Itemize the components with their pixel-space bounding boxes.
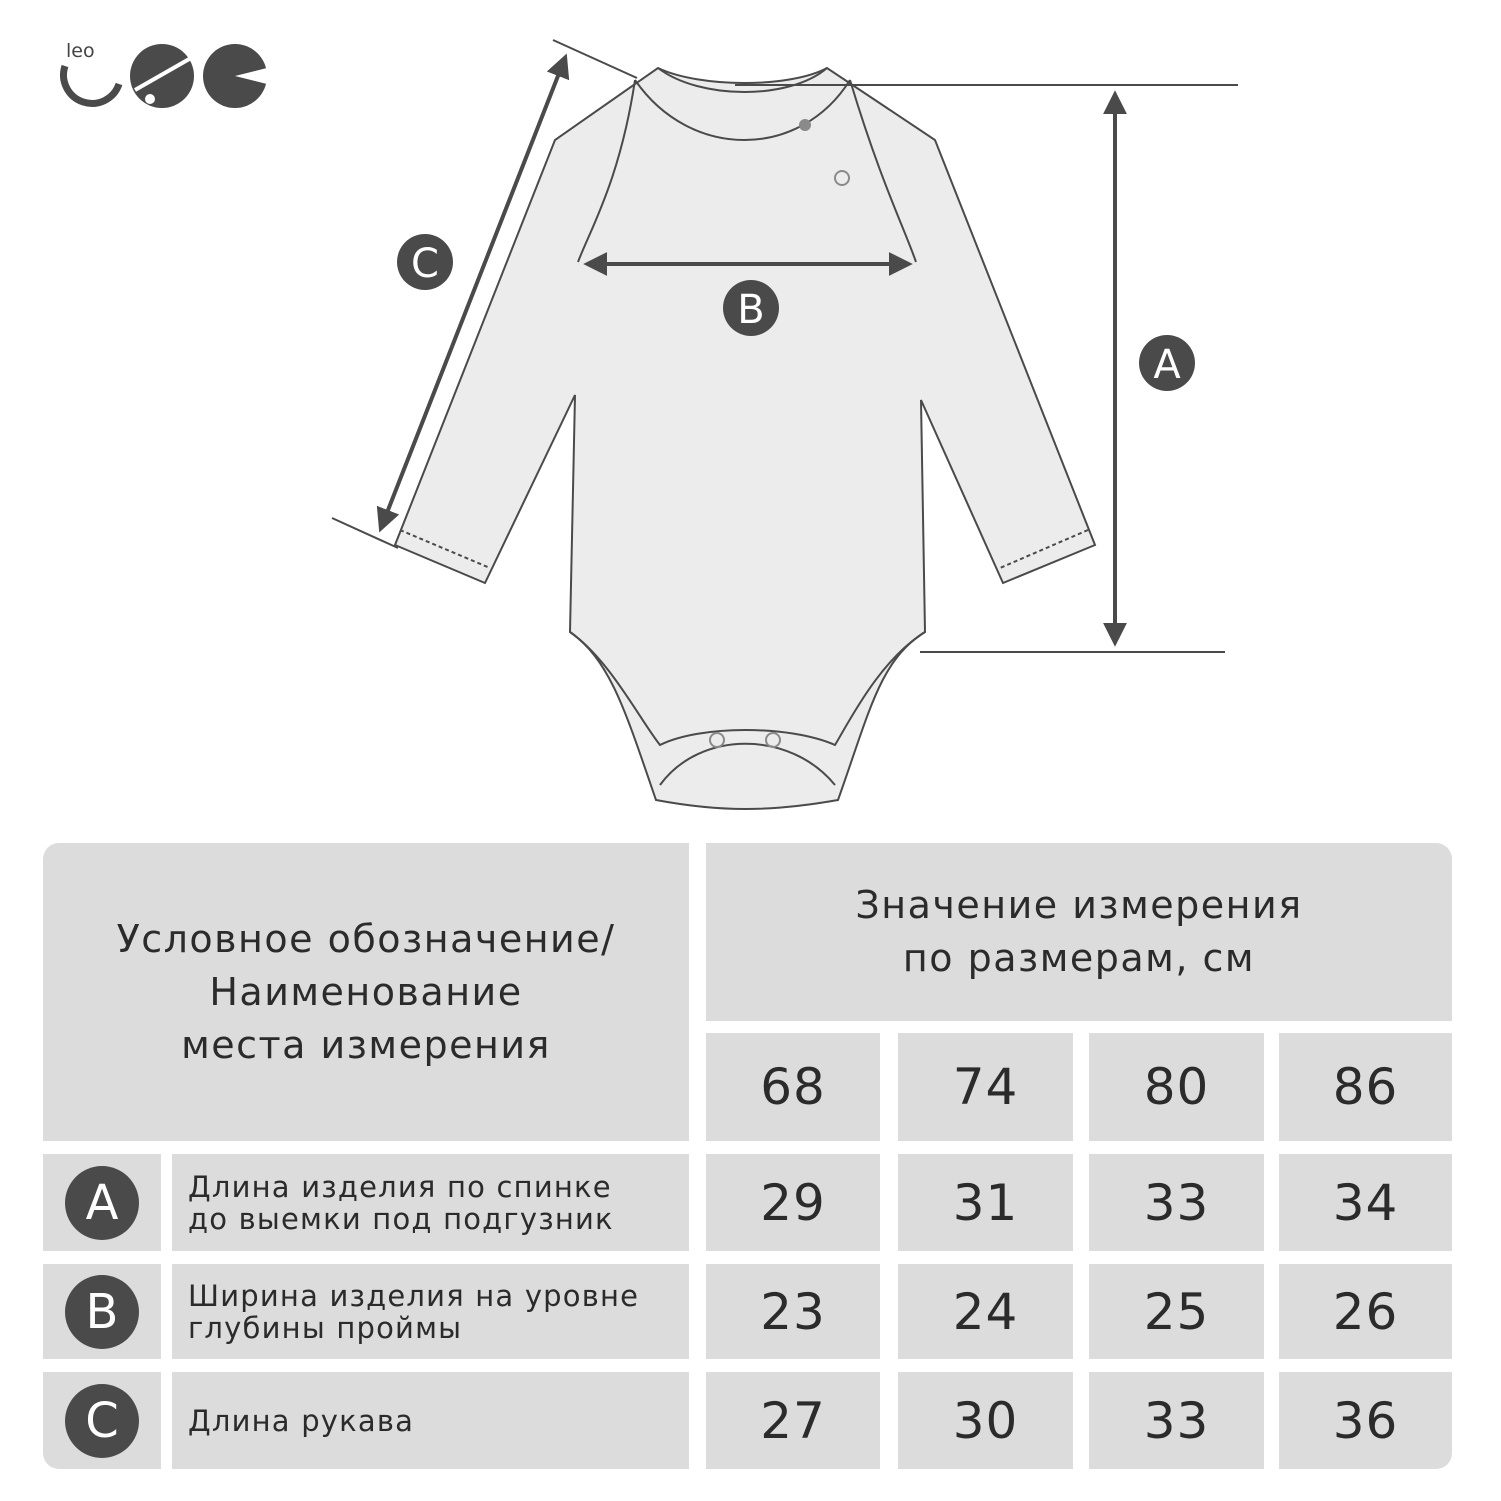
badge-b — [723, 280, 779, 336]
table-cell: 26 — [1279, 1264, 1452, 1359]
size-header: 68 — [706, 1033, 880, 1141]
badge-a-icon: A — [65, 1166, 139, 1240]
table-cell: 25 — [1089, 1264, 1264, 1359]
size-header: 80 — [1089, 1033, 1264, 1141]
table-cell: 33 — [1089, 1154, 1264, 1251]
table-cell: 29 — [706, 1154, 880, 1251]
table-cell: 36 — [1279, 1372, 1452, 1469]
label-c: C — [411, 241, 439, 287]
label-a: A — [1153, 342, 1181, 388]
badge-b-icon: B — [65, 1275, 139, 1349]
row-c-description: Длина рукава — [172, 1372, 689, 1469]
size-header: 74 — [898, 1033, 1073, 1141]
row-b-badge-cell — [43, 1264, 161, 1359]
row-a-badge-cell — [43, 1154, 161, 1251]
table-cell: 34 — [1279, 1154, 1452, 1251]
bodysuit-outline — [395, 68, 1095, 809]
brand-name: leo — [66, 40, 95, 62]
label-b: B — [737, 287, 765, 333]
header-right-text: Значение измерения по размерам, см — [855, 883, 1303, 980]
table-cell: 30 — [898, 1372, 1073, 1469]
header-left — [43, 843, 689, 1141]
badge-c-icon: C — [65, 1384, 139, 1458]
row-a-description: Длина изделия по спинке до выемки под подгузник — [172, 1154, 689, 1251]
table-cell: 31 — [898, 1154, 1073, 1251]
size-header: 86 — [1279, 1033, 1452, 1141]
badge-c — [397, 234, 453, 290]
header-left-text: Условное обозначение/ Наименование места измерения — [116, 916, 616, 1067]
table-cell: 27 — [706, 1372, 880, 1469]
table-cell: 33 — [1089, 1372, 1264, 1469]
badge-a — [1139, 335, 1195, 391]
table-cell: 24 — [898, 1264, 1073, 1359]
row-b-description: Ширина изделия на уровне глубины проймы — [172, 1264, 689, 1359]
table-cell: 23 — [706, 1264, 880, 1359]
row-c-badge-cell — [43, 1372, 161, 1469]
header-right — [706, 843, 1452, 1021]
